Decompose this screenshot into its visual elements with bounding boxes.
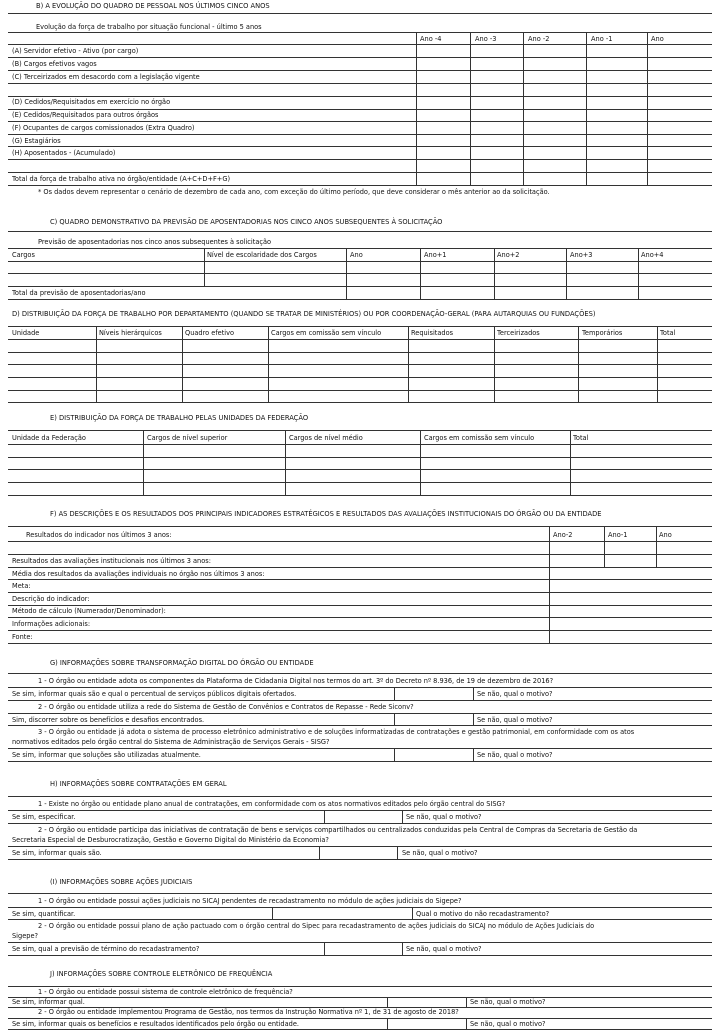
g-q3-yes: Se sim, informar que soluções são utilizadas atualmente. [12,751,201,759]
row-h: (H) Aposentados - (Acumulado) [12,149,116,157]
row-f: (F) Ocupantes de cargos comissionados (Extra Quadro) [12,124,195,132]
section-b-note: * Os dados devem representar o cenário de dezembro de cada ano, com exceção do último período, que deve considerar o mês anterior ao da solicitação. [38,188,550,196]
j-q1: 1 - O órgão ou entidade possui sistema de controle eletrônico de frequência? [38,988,293,996]
i-q2-line2: Sigepe? [12,932,39,940]
section-g-title: G) INFORMAÇÕES SOBRE TRANSFORMAÇÃO DIGITAL DO ÓRGÃO OU ENTIDADE [50,659,314,667]
col-temporarios: Temporários [582,329,623,337]
col-niveis: Níveis hierárquicos [99,329,162,337]
g-q1: 1 - O órgão ou entidade adota os componentes da Plataforma de Cidadania Digital nos termos do art. 3º do Decreto nº 8.936, de 19 de dezembro de 2016? [38,677,554,685]
f-row-meta: Meta: [12,582,31,590]
i-q2-yes: Se sim, qual a previsão de término do recadastramento? [12,945,200,953]
section-d-title: D) DISTRIBUIÇÃO DA FORÇA DE TRABALHO POR DEPARTAMENTO (QUANDO SE TRATAR DE MINISTÉRIOS) OU POR COORDENAÇÃO-GERAL (PARA AUTARQUIAS OU FUNDAÇÕES) [12,310,596,318]
j-q2-no: Se não, qual o motivo? [470,1020,546,1028]
g-q2-yes: Sim, discorrer sobre os benefícios e desafios encontrados. [12,716,205,724]
col-c-ano: Ano [350,251,363,259]
row-c: (C) Terceirizados em desacordo com a legislação vigente [12,73,200,81]
col-quadro: Quadro efetivo [185,329,235,337]
h-q2-no: Se não, qual o motivo? [402,849,478,857]
col-comissao: Cargos em comissão sem vínculo [271,329,382,337]
col-e-comissao: Cargos em comissão sem vínculo [424,434,535,442]
section-j-title: J) INFORMAÇÕES SOBRE CONTROLE ELETRÔNICO DE FREQUÊNCIA [50,970,273,978]
col-c-ano4: Ano+4 [641,251,664,259]
row-b: (B) Cargos efetivos vagos [12,60,97,68]
col-f-ano: Ano [659,531,672,539]
f-row-fonte: Fonte: [12,633,33,641]
col-superior: Cargos de nível superior [147,434,228,442]
section-h-title: H) INFORMAÇÕES SOBRE CONTRATAÇÕES EM GERAL [50,780,227,788]
col-nivel: Nível de escolaridade dos Cargos [207,251,317,259]
row-e: (E) Cedidos/Requisitados para outros órgãos [12,111,159,119]
col-c-ano3: Ano+3 [570,251,593,259]
col-unidade: Unidade [12,329,40,337]
col-medio: Cargos de nível médio [289,434,363,442]
h-q1-yes: Se sim, especificar. [12,813,76,821]
i-q1-yes: Se sim, quantificar. [12,910,76,918]
g-q1-no: Se não, qual o motivo? [477,690,553,698]
col-e-total: Total [573,434,589,442]
f-row-1: Resultados das avaliações institucionais nos últimos 3 anos: [12,557,211,565]
j-q2-yes: Se sim, informar quais os benefícios e resultados identificados pelo órgão ou entidade. [12,1020,299,1028]
col-ano: Ano [651,35,664,43]
col-uf: Unidade da Federação [12,434,86,442]
col-f-ano2: Ano-2 [553,531,573,539]
h-q2-yes: Se sim, informar quais são. [12,849,102,857]
col-c-ano1: Ano+1 [424,251,447,259]
col-cargos: Cargos [12,251,35,259]
section-c-title: C) QUADRO DEMONSTRATIVO DA PREVISÃO DE APOSENTADORIAS NOS CINCO ANOS SUBSEQUENTES À SOLICITAÇÃO [50,218,443,226]
g-q3-line1: 3 - O órgão ou entidade já adota o sistema de processo eletrônico administrativo e de soluções informatizadas de contratações e gestão patrimonial, em conformidade com os atos [38,728,635,736]
h-q1: 1 - Existe no órgão ou entidade plano anual de contratações, em conformidade com os atos normativos editados pelo órgão central do SISG? [38,800,506,808]
f-row-metodo: Método de cálculo (Numerador/Denominador): [12,607,166,615]
col-requisitados: Requisitados [411,329,454,337]
f-row-descricao: Descrição do indicador: [12,595,90,603]
section-i-title: (I) INFORMAÇÕES SOBRE AÇÕES JUDICIAIS [50,878,193,886]
col-c-ano2: Ano+2 [497,251,520,259]
g-q2: 2 - O órgão ou entidade utiliza a rede do Sistema de Gestão de Convênios e Contratos de Repasse - Rede Siconv? [38,703,414,711]
col-d-total: Total [660,329,676,337]
i-q1: 1 - O órgão ou entidade possui ações judiciais no SICAJ pendentes de recadastramento no módulo de ações judiciais do Sigepe? [38,897,462,905]
col-ano-1: Ano -1 [591,35,613,43]
g-q2-no: Se não, qual o motivo? [477,716,553,724]
col-ano-4: Ano -4 [420,35,442,43]
i-q2-line1: 2 - O órgão ou entidade possui plano de ação pactuado com o órgão central do Sipec para recadastramento de ações judiciais do SICAJ no módulo de Ações Judiciais do [38,922,595,930]
g-q3-no: Se não, qual o motivo? [477,751,553,759]
row-a: (A) Servidor efetivo - Ativo (por cargo) [12,47,139,55]
j-q2: 2 - O órgão ou entidade implementou Programa de Gestão, nos termos da Instrução Normativa nº 1, de 31 de agosto de 2018? [38,1008,459,1016]
f-row-info: Informações adicionais: [12,620,91,628]
section-f-title: F) AS DESCRIÇÕES E OS RESULTADOS DOS PRINCIPAIS INDICADORES ESTRATÉGICOS E RESULTADOS DAS AVALIAÇÕES INSTITUCIONAIS DO ÓRGÃO OU DA ENTIDADE [50,510,602,518]
h-q2-line1: 2 - O órgão ou entidade participa das iniciativas de contratação de bens e serviços compartilhados ou centralizados conduzidas pela Central de Compras da Secretaria de Gestão da [38,826,638,834]
section-b-title: B) A EVOLUÇÃO DO QUADRO DE PESSOAL NOS ÚLTIMOS CINCO ANOS [36,2,270,10]
f-row-2: Média dos resultados da avaliações individuais no órgão nos últimos 3 anos: [12,570,265,578]
section-c-subtitle: Previsão de aposentadorias nos cinco anos subsequentes à solicitação [38,238,272,246]
col-terceirizados: Terceirizados [497,329,540,337]
row-total: Total da força de trabalho ativa no órgão/entidade (A+C+D+F+G) [12,175,231,183]
section-b-subtitle: Evolução da força de trabalho por situação funcional - último 5 anos [36,23,262,31]
h-q2-line2: Secretaria Especial de Desburocratização, Gestão e Governo Digital do Ministério da Economia? [12,836,329,844]
i-q2-no: Se não, qual o motivo? [406,945,482,953]
col-ano-2: Ano -2 [528,35,550,43]
i-q1-no: Qual o motivo do não recadastramento? [416,910,550,918]
c-total: Total da previsão de aposentadorias/ano [12,289,146,297]
f-header: Resultados do indicador nos últimos 3 anos: [26,531,172,539]
g-q1-yes: Se sim, informar quais são e qual o percentual de serviços públicos digitais ofertados. [12,690,297,698]
j-q1-no: Se não, qual o motivo? [470,998,546,1006]
row-d: (D) Cedidos/Requisitados em exercício no órgão [12,98,171,106]
g-q3-line2: normativos editados pelo órgão central do Sistema de Administração de Serviços Gerais - SISG? [12,738,330,746]
row-g: (G) Estagiários [12,137,61,145]
section-e-title: E) DISTRIBUIÇÃO DA FORÇA DE TRABALHO PELAS UNIDADES DA FEDERAÇÃO [50,414,309,422]
col-ano-3: Ano -3 [475,35,497,43]
j-q1-yes: Se sim, informar qual. [12,998,85,1006]
h-q1-no: Se não, qual o motivo? [406,813,482,821]
col-f-ano1: Ano-1 [608,531,628,539]
